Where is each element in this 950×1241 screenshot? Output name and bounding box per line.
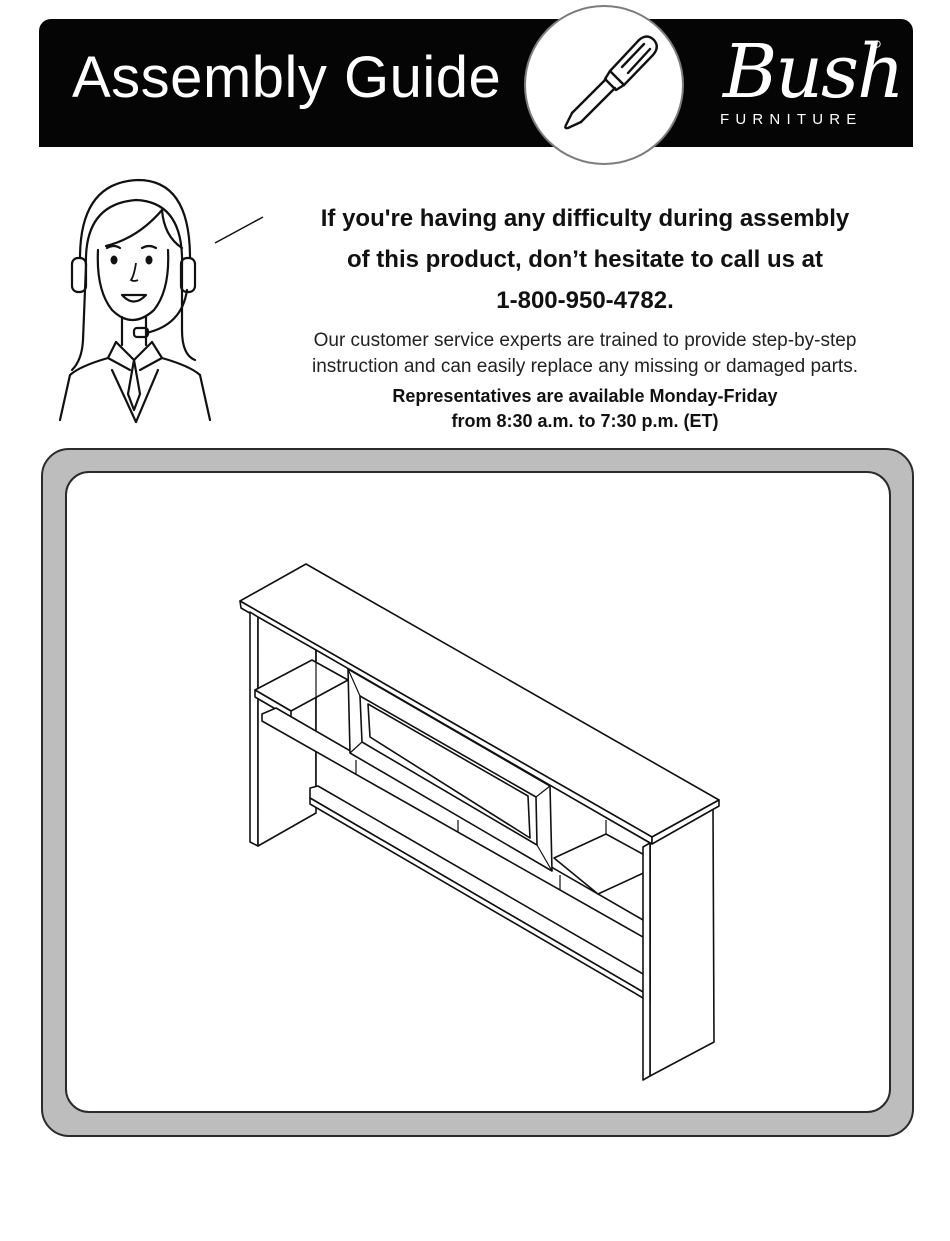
brand-subtitle: FURNITURE xyxy=(720,111,863,128)
hours-line: from 8:30 a.m. to 7:30 p.m. (ET) xyxy=(451,411,719,431)
support-heading-line: of this product, don’t hesitate to call us at xyxy=(346,246,824,273)
support-body-line: instruction and can easily replace any missing or damaged parts. xyxy=(311,356,858,377)
support-heading-line: If you're having any difficulty during assembly xyxy=(320,205,850,232)
brand-logo: Bush xyxy=(723,29,903,115)
guide-title: Assembly Guide xyxy=(72,45,502,110)
hours-line: Representatives are available Monday-Friday xyxy=(392,386,778,406)
support-body-line: Our customer service experts are trained to provide step-by-step xyxy=(313,330,857,351)
phone-number: 1-800-950-4782. xyxy=(496,287,674,314)
